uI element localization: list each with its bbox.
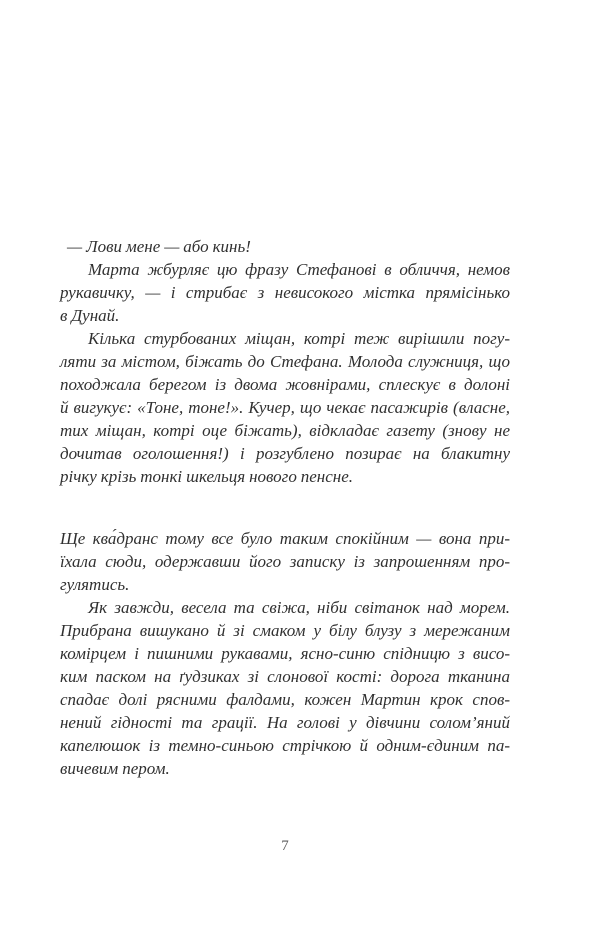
text-line: ляти за містом, біжать до Стефана. Молода служниця, що [60, 352, 510, 371]
text-line: їхала сюди, одержавши його записку із запрошенням про- [60, 552, 510, 571]
text-line: Ще ква́дранс тому все було таким спокійним — вона при- [60, 529, 510, 548]
text-line: походжала берегом із двома жовнірами, сплескує в долоні [60, 375, 510, 394]
text-line: Марта жбурляє цю фразу Стефанові в обличчя, немов [88, 260, 510, 279]
text-line: річку крізь тонкі шкельця нового пенсне. [60, 467, 354, 486]
text-line: нений гідності та грації. На голові у дівчини солом’яний [60, 713, 510, 732]
text-line: в Дунай. [60, 306, 120, 325]
text-line: ким паском на ґудзиках зі слонової кості: дорога тканина [60, 667, 510, 686]
paragraph [60, 258, 510, 327]
text-line: капелюшок із темно-синьою стрічкою й одним-єдиним па- [60, 736, 510, 755]
paragraph [60, 327, 510, 488]
text-line: Кілька стурбованих міщан, котрі теж вирішили погу- [88, 329, 510, 348]
text-line: гулятись. [60, 575, 130, 594]
text-line: спадає долі рясними фалдами, кожен Мартин крок спов- [60, 690, 510, 709]
text-line: Як завжди, весела та свіжа, ніби світанок над морем. [88, 598, 510, 617]
paragraph [60, 596, 510, 780]
text-section [60, 527, 510, 780]
text-section [60, 235, 510, 488]
text-line: рукавичку, — і стрибає з невисокого містка прямісінько [60, 283, 510, 302]
text-line: дочитав оголошення!) і розгублено позирає на блакитну [60, 444, 510, 463]
text-line: Прибрана вишукано й зі смаком у білу блузу з мережаним [60, 621, 510, 640]
paragraph [60, 235, 510, 258]
text-line: — Лови мене — або кинь! [67, 237, 251, 256]
paragraph [60, 527, 510, 596]
text-line: тих міщан, котрі оце біжать), відкладає газету (знову не [60, 421, 510, 440]
text-line: вичевим пером. [60, 759, 170, 778]
body-text [60, 235, 510, 780]
page-number: 7 [281, 838, 289, 854]
text-line: й вигукує: «Тоне, тоне!». Кучер, що чекає пасажирів (власне, [60, 398, 510, 417]
text-line: комірцем і пишними рукавами, ясно-синю спідницю з висо- [60, 644, 510, 663]
